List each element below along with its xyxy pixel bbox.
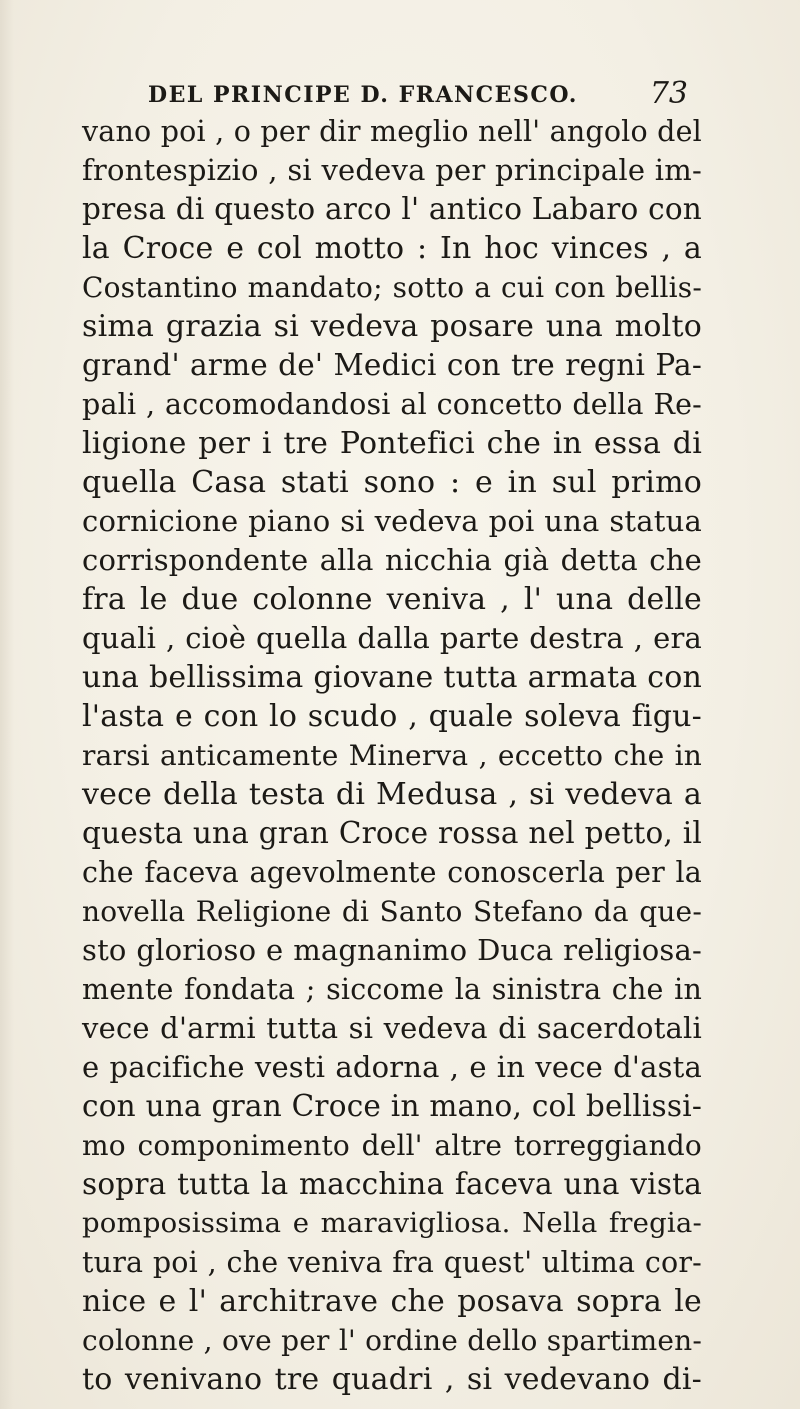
text-line: la Croce e col motto : In hoc vinces , a: [82, 231, 702, 266]
text-line: cornicione piano si vedeva poi una statua: [82, 504, 702, 538]
text-line: presa di questo arco l' antico Labaro con: [82, 192, 702, 226]
text-line: pali , accomodandosi al concetto della Re-: [82, 388, 702, 421]
text-line: e pacifiche vesti adorna , e in vece d'asta: [82, 1050, 702, 1084]
text-line: grand' arme de' Medici con tre regni Pa-: [82, 348, 702, 382]
text-line: colonne , ove per l' ordine dello spartimen-: [82, 1324, 702, 1357]
text-line: rarsi anticamente Minerva , eccetto che in: [82, 739, 702, 772]
text-line: quella Casa stati sono : e in sul primo: [82, 465, 702, 500]
page-edge-shadow: [0, 0, 14, 1409]
text-line: sto glorioso e magnanimo Duca religiosa-: [82, 933, 702, 967]
text-line: vano poi , o per dir meglio nell' angolo del: [82, 115, 702, 148]
text-line: fra le due colonne veniva , l' una delle: [82, 582, 702, 617]
text-line: l'asta e con lo scudo , quale soleva figu-: [82, 699, 702, 734]
text-line: pomposissima e maravigliosa. Nella fregia-: [82, 1207, 702, 1239]
text-line: vece d'armi tutta si vedeva di sacerdotali: [82, 1011, 702, 1045]
text-line: mo componimento dell' altre torreggiando: [82, 1129, 702, 1162]
text-line: to venivano tre quadri , si vedevano di-: [82, 1362, 702, 1397]
text-line: corrispondente alla nicchia già detta che: [82, 543, 702, 577]
text-line: una bellissima giovane tutta armata con: [82, 660, 702, 695]
text-line: mente fondata ; siccome la sinistra che in: [82, 973, 702, 1006]
text-line: nice e l' architrave che posava sopra le: [82, 1284, 702, 1319]
text-line: con una gran Croce in mano, col bellissi-: [82, 1089, 702, 1123]
text-line: ligione per i tre Pontefici che in essa di: [82, 426, 702, 461]
text-line: sopra tutta la macchina faceva una vista: [82, 1167, 702, 1201]
text-line: Costantino mandato; sotto a cui con bellis-: [82, 271, 702, 304]
page-header: [148, 76, 688, 116]
running-head: DEL PRINCIPE D. FRANCESCO.: [148, 82, 578, 108]
text-line: quali , cioè quella dalla parte destra , era: [82, 621, 702, 655]
text-line: questa una gran Croce rossa nel petto, il: [82, 816, 702, 850]
page-number: 73: [649, 76, 688, 111]
text-line: frontespizio , si vedeva per principale im-: [82, 153, 702, 187]
text-line: novella Religione di Santo Stefano da que-: [82, 895, 702, 928]
text-line: vece della testa di Medusa , si vedeva a: [82, 777, 702, 812]
body-text: [82, 112, 702, 1399]
text-line: che faceva agevolmente conoscerla per la: [82, 856, 702, 889]
text-line: tura poi , che veniva fra quest' ultima cor-: [82, 1246, 702, 1279]
text-line: sima grazia si vedeva posare una molto: [82, 309, 702, 344]
